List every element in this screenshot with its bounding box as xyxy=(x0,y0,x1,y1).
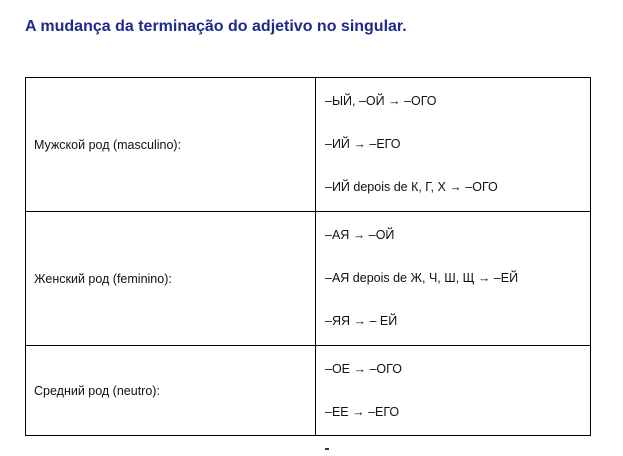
page-title: A mudança da terminação do adjetivo no singular. xyxy=(25,18,407,35)
rule-line: –АЯ → –ОЙ xyxy=(325,228,395,242)
rule-line: –ИЙ → –ЕГО xyxy=(325,137,401,151)
rule-line: –АЯ depois de Ж, Ч, Ш, Щ → –ЕЙ xyxy=(325,271,519,285)
rules-cell-neuter xyxy=(316,346,591,436)
table-row-neuter xyxy=(26,346,591,436)
rules-cell-masculine xyxy=(316,78,591,212)
adjective-endings-table xyxy=(25,77,591,436)
rule-line: –ЯЯ → – ЕЙ xyxy=(325,314,398,328)
rule-line: –ОЕ → –ОГО xyxy=(325,361,402,376)
rule-line: –ЕЕ → –ЕГО xyxy=(325,404,400,419)
gender-cell-feminine: Женский род (feminino): xyxy=(26,212,316,346)
gender-cell-neuter: Средний род (neutro): xyxy=(26,346,316,436)
gender-cell-masculine: Мужской род (masculino): xyxy=(26,78,316,212)
rule-line: –ЫЙ, –ОЙ → –ОГО xyxy=(325,94,437,108)
table-row-masculine xyxy=(26,78,591,212)
table-row-feminine xyxy=(26,212,591,346)
rule-line: –ИЙ depois de К, Г, Х → –ОГО xyxy=(325,180,498,194)
rules-cell-feminine xyxy=(316,212,591,346)
stray-mark xyxy=(325,448,329,450)
